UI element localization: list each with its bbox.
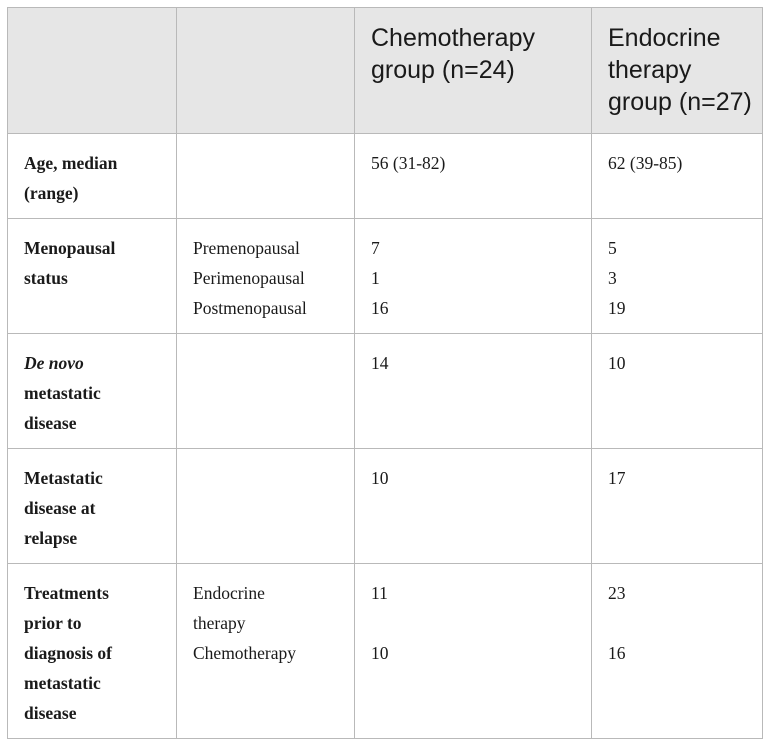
row-label-text: Menopausal [24,238,116,258]
table-row [8,219,763,334]
chemotherapy-value-cell [355,334,592,449]
subcategory-text: Postmenopausal [193,298,307,318]
subcategory-cell [177,219,355,334]
header-cell-empty-2 [177,8,355,134]
row-label-text: disease [24,413,77,433]
table-cell-value: 3 [608,268,617,288]
subcategory-cell [177,564,355,739]
table-row [8,449,763,564]
row-label-cell [8,449,177,564]
table-row [8,134,763,219]
subcategory-cell [177,134,355,219]
table-cell-value: 10 [371,643,389,663]
row-label-text: De novo [24,353,84,373]
endocrine-value-cell [592,134,763,219]
chemotherapy-value-cell [355,134,592,219]
row-label-text: status [24,268,68,288]
row-label-text: metastatic [24,383,101,403]
row-label-text: Metastatic [24,468,103,488]
header-endocrine-therapy-group: Endocrine therapy group (n=27) [592,8,763,134]
table-cell-value: 62 (39-85) [608,153,683,173]
table-cell-value: 19 [608,298,626,318]
row-label-text: (range) [24,183,79,203]
table-cell-spacer [371,608,581,638]
endocrine-value-cell [592,219,763,334]
patient-characteristics-table [7,7,763,739]
table-cell-value: 10 [608,353,626,373]
table-cell-value: 14 [371,353,389,373]
table-cell-value: 16 [371,298,389,318]
row-label-text: relapse [24,528,78,548]
row-label-text: Treatments [24,583,109,603]
table-container [7,7,762,748]
endocrine-value-cell [592,334,763,449]
row-label-cell [8,334,177,449]
header-chemotherapy-group: Chemotherapy group (n=24) [355,8,592,134]
subcategory-text: therapy [193,613,246,633]
table-cell-value: 1 [371,268,380,288]
table-cell-value: 17 [608,468,626,488]
row-label-text: metastatic [24,673,101,693]
subcategory-cell [177,449,355,564]
row-label-text: disease [24,703,77,723]
row-label-text: Age, median [24,153,118,173]
subcategory-text: Endocrine [193,583,265,603]
row-label-cell [8,219,177,334]
row-label-text: diagnosis of [24,643,113,663]
table-row [8,564,763,739]
table-cell-value: 10 [371,468,389,488]
header-row [8,8,763,134]
table-cell-spacer [608,608,752,638]
table-cell-value: 16 [608,643,626,663]
endocrine-value-cell [592,449,763,564]
row-label-text: disease at [24,498,96,518]
subcategory-text: Perimenopausal [193,268,305,288]
table-cell-value: 5 [608,238,617,258]
table-cell-value: 7 [371,238,380,258]
table-cell-value: 11 [371,583,388,603]
endocrine-value-cell [592,564,763,739]
subcategory-text: Premenopausal [193,238,300,258]
subcategory-cell [177,334,355,449]
subcategory-text: Chemotherapy [193,643,297,663]
table-cell-value: 23 [608,583,626,603]
table-cell-value: 56 (31-82) [371,153,446,173]
row-label-text: prior to [24,613,82,633]
chemotherapy-value-cell [355,219,592,334]
row-label-cell [8,564,177,739]
chemotherapy-value-cell [355,449,592,564]
header-cell-empty-1 [8,8,177,134]
row-label-cell [8,134,177,219]
table-row [8,334,763,449]
chemotherapy-value-cell [355,564,592,739]
